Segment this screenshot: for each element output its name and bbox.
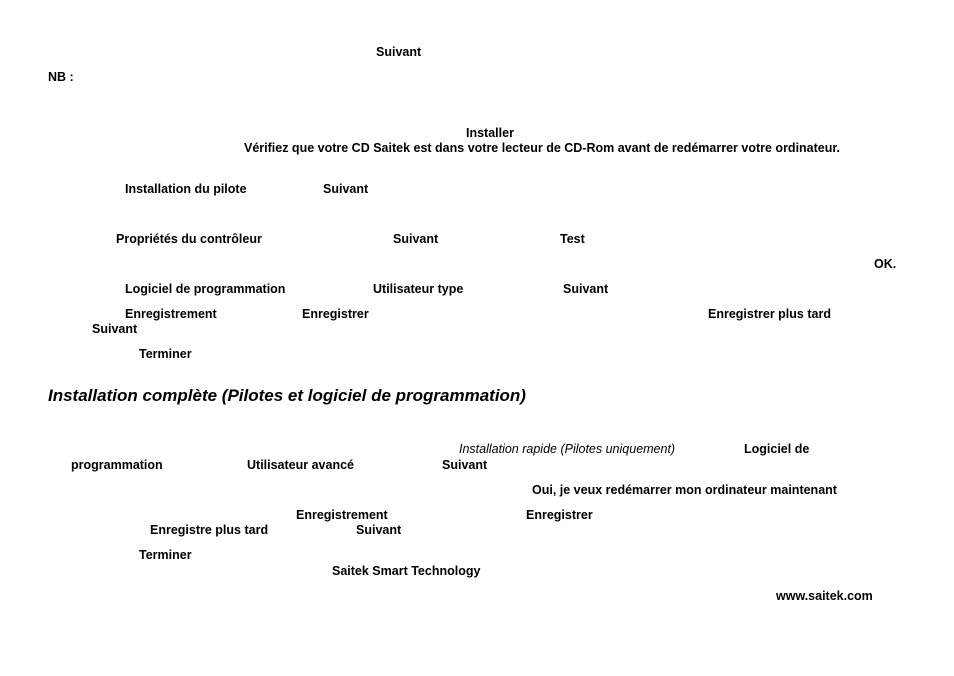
section-heading: Installation complète (Pilotes et logiciel de programmation)	[48, 386, 526, 405]
note-label: NB :	[48, 70, 74, 84]
driver-install-label: Installation du pilote	[125, 182, 247, 196]
register-later-label: Enregistrer plus tard	[708, 307, 831, 321]
controller-properties-label: Propriétés du contrôleur	[116, 232, 262, 246]
next-label: Suivant	[442, 458, 488, 472]
register-label: Enregistrer	[526, 508, 593, 522]
next-label: Suivant	[393, 232, 439, 246]
next-label: Suivant	[356, 523, 402, 537]
restart-now-label: Oui, je veux redémarrer mon ordinateur maintenant	[532, 483, 837, 497]
advanced-user-label: Utilisateur avancé	[247, 458, 354, 472]
next-label: Suivant	[376, 45, 422, 59]
programming-label: programmation	[71, 458, 163, 472]
finish-label: Terminer	[139, 548, 192, 562]
website-link[interactable]: www.saitek.com	[776, 589, 873, 603]
ok-label: OK.	[874, 257, 897, 271]
cd-check-instruction: Vérifiez que votre CD Saitek est dans votre lecteur de CD-Rom avant de redémarrer votre ordinateur.	[244, 141, 841, 155]
programming-software-label: Logiciel de	[744, 442, 810, 456]
test-label: Test	[560, 232, 585, 246]
finish-label: Terminer	[139, 347, 192, 361]
next-label: Suivant	[92, 322, 138, 336]
install-label: Installer	[466, 126, 514, 140]
programming-software-label: Logiciel de programmation	[125, 282, 286, 296]
next-label: Suivant	[563, 282, 609, 296]
typical-user-label: Utilisateur type	[373, 282, 464, 296]
quick-install-label: Installation rapide (Pilotes uniquement)	[459, 442, 676, 456]
register-label: Enregistrer	[302, 307, 369, 321]
next-label: Suivant	[323, 182, 369, 196]
register-later-label: Enregistre plus tard	[150, 523, 269, 537]
smart-technology-label: Saitek Smart Technology	[332, 564, 481, 578]
registration-label: Enregistrement	[125, 307, 217, 321]
registration-label: Enregistrement	[296, 508, 388, 522]
